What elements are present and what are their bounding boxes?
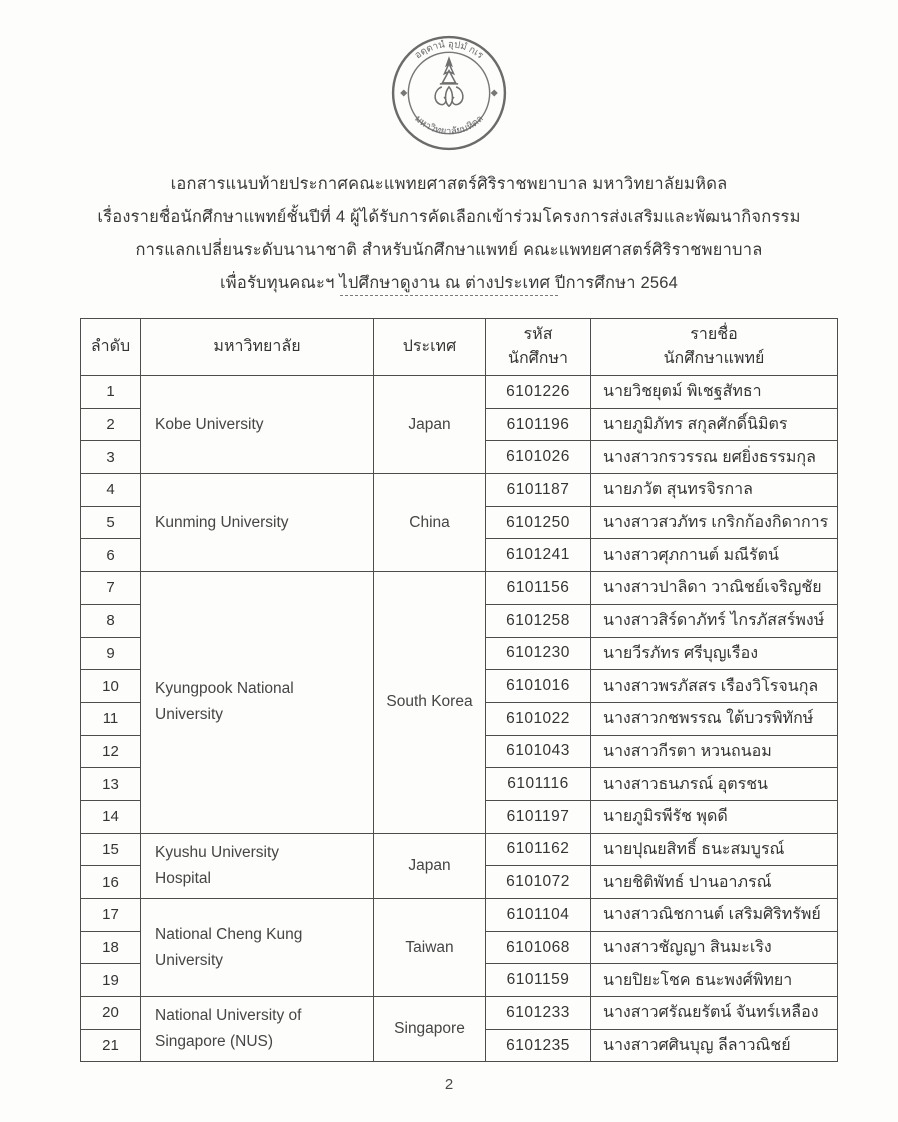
row-number-cell: 1 <box>81 376 141 409</box>
student-id-cell: 6101233 <box>486 997 591 1030</box>
student-name-cell: นางสาวธนภรณ์ อุตรชน <box>591 768 838 801</box>
row-number-cell: 12 <box>81 735 141 768</box>
student-name-cell: นางสาวศศินบุญ ลีลาวณิชย์ <box>591 1029 838 1062</box>
row-number-cell: 4 <box>81 474 141 507</box>
header-university: มหาวิทยาลัย <box>141 319 374 376</box>
seal-left-diamond-icon <box>400 89 407 96</box>
title-line-2: เรื่องรายชื่อนักศึกษาแพทย์ชั้นปีที่ 4 ผู้ได้รับการคัดเลือกเข้าร่วมโครงการส่งเสริมและพัฒนากิจกรรม <box>97 208 801 226</box>
row-number-cell: 17 <box>81 899 141 932</box>
title-line-1: เอกสารแนบท้ายประกาศคณะแพทยศาสตร์ศิริราชพยาบาล มหาวิทยาลัยมหิดล <box>170 175 728 193</box>
row-number-cell: 18 <box>81 931 141 964</box>
student-id-cell: 6101258 <box>486 604 591 637</box>
row-number-cell: 11 <box>81 702 141 735</box>
table-row <box>81 997 838 1030</box>
country-cell: Japan <box>374 376 486 474</box>
student-id-cell: 6101241 <box>486 539 591 572</box>
header-student-name-line1: รายชื่อ <box>690 326 738 343</box>
student-id-cell: 6101197 <box>486 800 591 833</box>
header-student-id-line2: นักศึกษา <box>508 350 568 367</box>
student-id-cell: 6101016 <box>486 670 591 703</box>
student-id-cell: 6101187 <box>486 474 591 507</box>
row-number-cell: 9 <box>81 637 141 670</box>
student-name-cell: นายวิชยุตม์ พิเชฐสัทธา <box>591 376 838 409</box>
country-cell: Japan <box>374 833 486 898</box>
title-line-3: การแลกเปลี่ยนระดับนานาชาติ สำหรับนักศึกษาแพทย์ คณะแพทยศาสตร์ศิริราชพยาบาล <box>135 241 763 259</box>
student-id-cell: 6101226 <box>486 376 591 409</box>
country-cell: Taiwan <box>374 899 486 997</box>
student-id-cell: 6101072 <box>486 866 591 899</box>
row-number-cell: 21 <box>81 1029 141 1062</box>
student-id-cell: 6101159 <box>486 964 591 997</box>
table-row <box>81 833 838 866</box>
country-cell: South Korea <box>374 572 486 834</box>
seal-right-diamond-icon <box>491 89 498 96</box>
row-number-cell: 7 <box>81 572 141 605</box>
seal-bottom-text: มหาวิทยาลัยมหิดล <box>412 113 486 138</box>
student-name-cell: นางสาวพรภัสสร เรืองวิโรจนกุล <box>591 670 838 703</box>
title-line-4: เพื่อรับทุนคณะฯ ไปศึกษาดูงาน ณ ต่างประเทศ ปีการศึกษา 2564 <box>219 274 679 292</box>
student-name-cell: นางสาวศุภกานต์ มณีรัตน์ <box>591 539 838 572</box>
student-name-cell: นางสาวกีรตา หวนถนอม <box>591 735 838 768</box>
row-number-cell: 10 <box>81 670 141 703</box>
page-number: 2 <box>444 1076 454 1093</box>
student-name-cell: นางสาวสิร์ดาภัทร์ ไกรภัสสร์พงษ์ <box>591 604 838 637</box>
header-student-name-line2: นักศึกษาแพทย์ <box>663 350 765 367</box>
header-country: ประเทศ <box>374 319 486 376</box>
row-number-cell: 15 <box>81 833 141 866</box>
table-row <box>81 899 838 932</box>
student-name-cell: นางสาวปาลิดา วาณิชย์เจริญชัย <box>591 572 838 605</box>
mahidol-university-seal-icon <box>388 30 510 156</box>
header-no: ลำดับ <box>81 319 141 376</box>
student-name-cell: นายปิยะโชค ธนะพงศ์พิทยา <box>591 964 838 997</box>
student-id-cell: 6101068 <box>486 931 591 964</box>
student-id-cell: 6101116 <box>486 768 591 801</box>
student-id-cell: 6101156 <box>486 572 591 605</box>
student-id-cell: 6101235 <box>486 1029 591 1062</box>
student-id-cell: 6101104 <box>486 899 591 932</box>
student-name-cell: นายภวัต สุนทรจิรกาล <box>591 474 838 507</box>
student-name-cell: นายภูมิรพีรัช พุดดี <box>591 800 838 833</box>
university-cell: Kobe University <box>141 376 374 474</box>
student-id-cell: 6101162 <box>486 833 591 866</box>
country-cell: China <box>374 474 486 572</box>
table-row <box>81 474 838 507</box>
student-name-cell: นายปุณยสิทธิ์ ธนะสมบูรณ์ <box>591 833 838 866</box>
student-table <box>80 318 838 1062</box>
document-title-block <box>0 168 898 300</box>
student-name-cell: นางสาวสวภัทร เกริกก้องกิดาการ <box>591 506 838 539</box>
row-number-cell: 19 <box>81 964 141 997</box>
student-name-cell: นางสาวกชพรรณ ใต้บวรพิทักษ์ <box>591 702 838 735</box>
student-id-cell: 6101043 <box>486 735 591 768</box>
table-row <box>81 376 838 409</box>
university-cell: Kyushu University Hospital <box>141 833 374 898</box>
dashed-separator-line <box>340 295 558 296</box>
row-number-cell: 6 <box>81 539 141 572</box>
university-cell: Kyungpook National University <box>141 572 374 834</box>
header-student-name <box>591 319 838 376</box>
university-cell: National University of Singapore (NUS) <box>141 997 374 1062</box>
table-row <box>81 572 838 605</box>
row-number-cell: 20 <box>81 997 141 1030</box>
university-cell: Kunming University <box>141 474 374 572</box>
header-student-id-line1: รหัส <box>523 326 553 343</box>
student-name-cell: นางสาวณิชกานต์ เสริมศิริทรัพย์ <box>591 899 838 932</box>
country-cell: Singapore <box>374 997 486 1062</box>
header-student-id <box>486 319 591 376</box>
row-number-cell: 2 <box>81 408 141 441</box>
student-id-cell: 6101230 <box>486 637 591 670</box>
row-number-cell: 16 <box>81 866 141 899</box>
student-name-cell: นายวีรภัทร ศรีบุญเรือง <box>591 637 838 670</box>
seal-crown-icon <box>435 58 463 106</box>
student-name-cell: นางสาวกรวรรณ ยศยิ่งธรรมกุล <box>591 441 838 474</box>
university-cell: National Cheng Kung University <box>141 899 374 997</box>
student-id-cell: 6101026 <box>486 441 591 474</box>
seal-top-text: อตฺตานํ อุปมํ กเร <box>412 39 486 62</box>
student-table-body <box>81 376 838 1062</box>
student-name-cell: นายชิติพัทธ์ ปานอาภรณ์ <box>591 866 838 899</box>
student-name-cell: นายภูมิภัทร สกุลศักดิ์นิมิตร <box>591 408 838 441</box>
table-header-row <box>81 319 838 376</box>
row-number-cell: 14 <box>81 800 141 833</box>
row-number-cell: 8 <box>81 604 141 637</box>
student-id-cell: 6101250 <box>486 506 591 539</box>
student-name-cell: นางสาวชัญญา สินมะเริง <box>591 931 838 964</box>
student-id-cell: 6101196 <box>486 408 591 441</box>
svg-text:มหาวิทยาลัยมหิดล <box>412 113 485 137</box>
student-id-cell: 6101022 <box>486 702 591 735</box>
row-number-cell: 13 <box>81 768 141 801</box>
row-number-cell: 3 <box>81 441 141 474</box>
student-name-cell: นางสาวศรัณยรัตน์ จันทร์เหลือง <box>591 997 838 1030</box>
row-number-cell: 5 <box>81 506 141 539</box>
